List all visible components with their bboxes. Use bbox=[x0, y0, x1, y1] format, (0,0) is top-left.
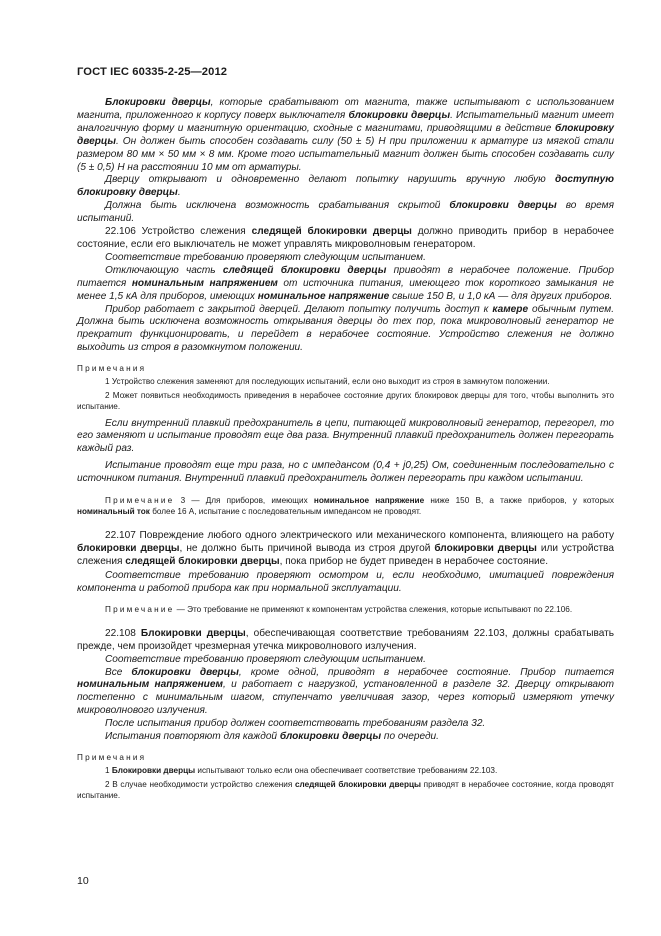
text: от источника питания, имеющего ток короткого замыкания не менее 1,5 кА для приборов, имеющих bbox=[77, 277, 614, 302]
paragraph-repeat-tests bbox=[77, 731, 614, 744]
page-content bbox=[77, 97, 614, 801]
text: , и работает с нагрузкой, установленной в разделе 32. Дверцу открывают постепенно с минимальным шагом, ступенчато увеличивая зазор, через который измеряют утечку микроволнового излучения. bbox=[77, 679, 614, 717]
text: свыше 150 В, и 1,0 кА — для других приборов. bbox=[389, 290, 613, 302]
text: Испытания повторяют для каждой bbox=[105, 731, 280, 743]
text: , не должно быть причиной вывода из строя другой bbox=[179, 543, 435, 555]
text: . bbox=[177, 187, 181, 199]
text: испытывают только если она обеспечивает соответствие требованиям 22.103. bbox=[195, 766, 498, 776]
note-2-2 bbox=[77, 779, 614, 801]
term-door-interlock: блокировки дверцы bbox=[434, 543, 537, 555]
paragraph-hidden-interlock bbox=[77, 200, 614, 226]
note-4 bbox=[77, 604, 614, 615]
paragraph-short-circuit bbox=[77, 265, 614, 304]
term-monitored-interlock: следящей блокировки дверцы bbox=[222, 264, 387, 276]
text: во время испытаний. bbox=[77, 200, 614, 225]
term-door-interlocks: Блокировки дверцы bbox=[105, 97, 211, 108]
term-door-interlock: блокировку дверцы bbox=[77, 122, 614, 147]
note-label: Примечание bbox=[105, 604, 175, 614]
page-number: 10 bbox=[77, 875, 89, 887]
term-rated-voltage: номинальное напряжение bbox=[257, 290, 390, 302]
text: по очереди. bbox=[381, 731, 439, 743]
text: , которые срабатывают от магнита, также испытывают с использованием магнита, приложенного к корпусу поверх выключателя bbox=[77, 97, 615, 121]
text: 22.106 Устройство слежения bbox=[105, 226, 252, 238]
text: ниже 150 В, а также приборов, у которых bbox=[424, 496, 614, 506]
paragraph-after-test: После испытания прибор должен соответствовать требованиям раздела 32. bbox=[105, 718, 486, 730]
text: Должна быть исключена возможность срабатывания скрытой bbox=[105, 200, 450, 212]
paragraph-closed-door bbox=[77, 304, 614, 356]
term-rated-voltage: номинальным напряжением bbox=[131, 277, 278, 289]
term-accessible-interlock: доступную блокировку дверцы bbox=[77, 174, 614, 199]
text: 22.108 bbox=[105, 627, 141, 639]
compliance-check: Соответствие требованию проверяют следующим испытанием. bbox=[105, 251, 426, 263]
term-door-interlock: блокировки дверцы bbox=[348, 109, 451, 121]
term-door-interlocks: блокировки дверцы bbox=[131, 666, 239, 678]
text: приводят в нерабочее состояние, когда проводят испытание. bbox=[77, 780, 614, 801]
paragraph-all-interlocks bbox=[77, 667, 614, 719]
compliance-inspection: Соответствие требованию проверяют осмотром и, если необходимо, имитацией повреждения компонента и работой прибора как при нормальной эксплуатации. bbox=[77, 569, 614, 594]
text: 1 bbox=[105, 766, 112, 776]
paragraph-impedance-test: Испытание проводят еще три раза, но с импедансом (0,4 + j0,25) Ом, соединенным последовательно с источником питания. Внутренний плавкий предохранитель должен перегорать при каждом испытании. bbox=[77, 460, 614, 485]
text: 22.107 Повреждение любого одного электрического или механического компонента, влияющего на работу bbox=[105, 530, 614, 542]
term-monitored-interlock: следящей блокировки дверцы bbox=[251, 226, 412, 238]
term-door-interlocks: Блокировки дверцы bbox=[111, 766, 196, 776]
note-2: 2 Может появиться необходимость приведения в нерабочее состояние других блокировок дверцы для того, чтобы выполнить это испытание. bbox=[77, 391, 614, 412]
term-cavity: камере bbox=[492, 303, 529, 315]
term-door-interlock: блокировки дверцы bbox=[77, 543, 180, 555]
term-rated-voltage: номинальным напряжением bbox=[77, 679, 223, 691]
term-door-interlocks: Блокировки дверцы bbox=[140, 627, 246, 639]
note-1: 1 Устройство слежения заменяют для последующих испытаний, если оно выходит из строя в замкнутом положении. bbox=[105, 377, 550, 387]
note-label: Примечание bbox=[105, 496, 175, 506]
text: Прибор работает с закрытой дверцей. Делают попытку получить доступ к bbox=[105, 303, 493, 315]
text: Все bbox=[105, 666, 132, 678]
text: , пока прибор не будет приведен в нерабочее состояние. bbox=[279, 556, 549, 568]
term-door-interlock: блокировки дверцы bbox=[279, 731, 382, 743]
paragraph-magnet-test bbox=[77, 97, 614, 174]
clause-22-107 bbox=[77, 530, 614, 569]
text: должно приводить прибор в нерабочее состояние, если его выключатель не может управлять микроволновым генератором. bbox=[77, 226, 615, 250]
text: или устройства слежения bbox=[77, 543, 614, 568]
text: Отключающую часть bbox=[105, 264, 223, 276]
note-2-1 bbox=[77, 765, 614, 776]
page-header: ГОСТ IEC 60335-2-25—2012 bbox=[77, 66, 228, 78]
text: более 16 А, испытание с последовательным импедансом не проводят. bbox=[149, 507, 422, 517]
notes-title-2: Примечания bbox=[77, 753, 147, 762]
clause-22-108 bbox=[77, 628, 614, 654]
term-door-interlock: блокировки дверцы bbox=[449, 200, 557, 212]
text: приводят в нерабочее положение. Прибор питается bbox=[77, 264, 614, 289]
note-3 bbox=[77, 495, 614, 517]
paragraph-door-open-attempt bbox=[77, 174, 614, 200]
text: 2 В случае необходимости устройство слежения bbox=[105, 780, 295, 790]
text: Дверцу открывают и одновременно делают попытку нарушить вручную любую bbox=[105, 174, 556, 186]
text: — Это требование не применяют к компонентам устройства слежения, которые испытывают по 22.106. bbox=[174, 604, 573, 614]
term-monitored-interlock: следящей блокировки дверцы bbox=[125, 556, 280, 568]
text: 3 — Для приборов, имеющих bbox=[174, 496, 314, 506]
text: , кроме одной, приводят в нерабочее состояние. Прибор питается bbox=[238, 666, 615, 678]
paragraph-fuse-replace: Если внутренний плавкий предохранитель в цепи, питающей микроволновый генератор, перегорел, то его заменяют и испытание проводят еще два раза. Внутренний плавкий предохранитель должен перегорать каждый раз. bbox=[77, 417, 614, 455]
term-rated-voltage: номинальное напряжение bbox=[313, 496, 425, 506]
term-monitored-interlock: следящей блокировки дверцы bbox=[294, 780, 421, 790]
text: . Он должен быть способен создавать силу (50 ± 5) Н при приложении к арматуре из мягкой стали размером 80 мм × 50 мм × 8 мм. Кроме того испытательный магнит должен быть способен создавать силу (5 ± 0,5) Н на расстоянии 10 мм от арматуры. bbox=[77, 135, 614, 173]
text: . Испытательный магнит имеет аналогичную форму и магнитную ориентацию, сходные с магнитами, приводящими в действие bbox=[77, 109, 614, 134]
term-rated-current: номинальный ток bbox=[77, 507, 150, 517]
compliance-check-2: Соответствие требованию проверяют следующим испытанием. bbox=[105, 653, 426, 665]
clause-22-106 bbox=[77, 226, 614, 252]
text: , обеспечивающая соответствие требованиям 22.103, должны срабатывать прежде, чем произойдет чрезмерная утечка микроволнового излучения. bbox=[77, 627, 614, 652]
notes-title: Примечания bbox=[77, 364, 147, 374]
text: обычным путем. Должна быть исключена возможность открывания дверцы до тех пор, пока микроволновый генератор не прекратит функционировать, и перейдет в нерабочее состояние. Устройство слежения не должно выходить из строя в разомкнутом положении. bbox=[77, 303, 615, 354]
